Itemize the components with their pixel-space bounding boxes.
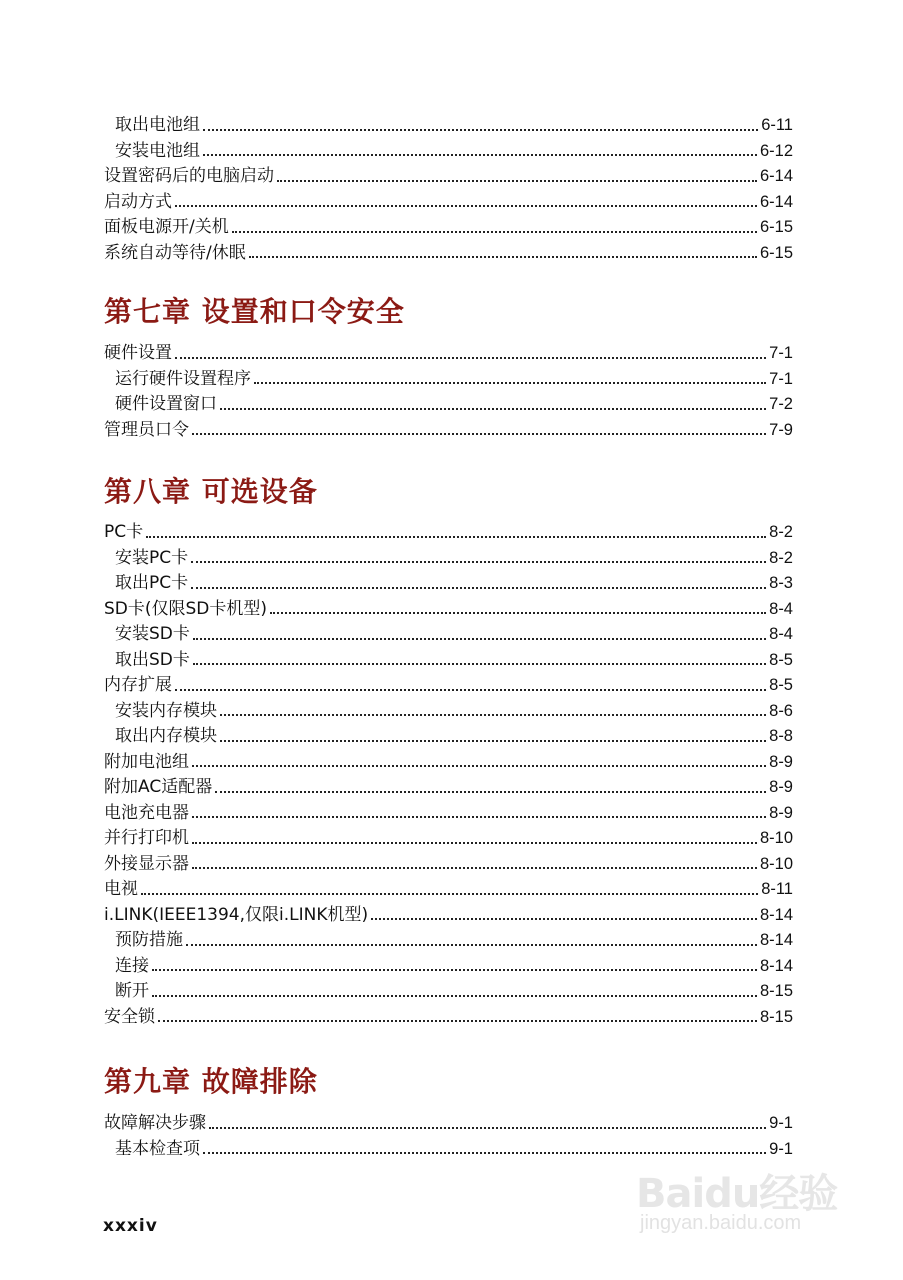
dot-leader [209,1127,766,1129]
page-number: xxxiv [103,1216,158,1236]
dot-leader [192,816,766,818]
toc-block-chapter-6-continued [104,113,793,266]
dot-leader [277,180,757,182]
toc-entry-page: 8-4 [769,599,793,618]
toc-entry[interactable] [104,392,793,418]
dot-leader [220,408,766,410]
toc-entry-page: 8-15 [759,1007,793,1026]
toc-entry-title: 电视 [104,879,138,899]
toc-entry-title: 预防措施 [115,930,183,950]
dot-leader [192,842,757,844]
toc-entry[interactable] [104,648,793,674]
toc-entry-page: 7-1 [769,369,793,388]
watermark-logo-text: Baidu经验 [636,1171,838,1217]
dot-leader [152,969,757,971]
toc-entry[interactable] [104,241,793,267]
toc-entry-title: 设置密码后的电脑启动 [104,166,274,186]
chapter-9-heading: 第九章 故障排除 [104,1065,318,1098]
toc-entry-page: 8-11 [761,880,793,898]
toc-entry-title: 连接 [115,955,149,976]
toc-entry-page: 8-15 [759,982,793,1000]
toc-entry-title: 外接显示器 [104,853,189,874]
toc-entry[interactable] [104,418,793,444]
toc-entry[interactable] [104,215,793,241]
toc-entry-page: 8-2 [769,523,793,541]
toc-entry[interactable] [104,954,793,980]
toc-entry-title: 安装SD卡 [115,624,190,644]
toc-entry-title: 取出PC卡 [115,573,189,593]
toc-entry-page: 8-3 [769,574,793,592]
toc-entry-title: 安装PC卡 [115,547,189,568]
dot-leader [232,231,757,233]
toc-entry-title: 基本检查项 [115,1138,200,1159]
toc-entry-title: 附加电池组 [104,751,189,772]
toc-entry-page: 6-14 [759,167,793,185]
dot-leader [175,357,766,359]
dot-leader [193,638,766,640]
toc-entry[interactable] [104,341,793,367]
toc-entry[interactable] [104,367,793,393]
toc-entry-title: 安装电池组 [115,140,200,161]
toc-entry-page: 8-9 [769,752,793,771]
toc-entry-page: 6-12 [759,141,793,160]
toc-entry-title: 取出电池组 [115,115,200,135]
dot-leader [220,714,766,716]
dot-leader [270,612,766,614]
toc-entry-page: 9-1 [769,1114,793,1132]
toc-entry-title: 电池充电器 [104,802,189,823]
dot-leader [175,689,766,691]
toc-entry[interactable] [104,801,793,827]
baidu-watermark-logo [636,1150,856,1250]
toc-entry-page: 8-14 [759,956,793,975]
toc-entry-title: 安全锁 [104,1006,155,1027]
toc-entry[interactable] [104,164,793,190]
toc-entry-page: 8-10 [759,854,793,873]
toc-entry[interactable] [104,622,793,648]
toc-entry-title: 并行打印机 [104,828,189,848]
dot-leader [220,740,766,742]
toc-entry-page: 8-6 [769,701,793,720]
toc-entry[interactable] [104,724,793,750]
toc-entry-page: 8-8 [769,727,793,745]
toc-block-chapter-8 [104,520,793,1030]
dot-leader [249,256,757,258]
toc-entry-page: 8-4 [769,625,793,643]
toc-entry-title: 故障解决步骤 [104,1113,206,1133]
toc-entry-title: 硬件设置 [104,343,172,363]
toc-entry-title: 取出内存模块 [115,726,217,746]
toc-entry-page: 8-9 [769,778,793,796]
toc-entry[interactable] [104,597,793,623]
dot-leader [186,944,757,946]
toc-entry-title: 断开 [115,981,149,1001]
toc-entry-page: 7-1 [769,344,793,362]
toc-entry-page: 7-9 [769,420,793,439]
toc-entry-page: 7-2 [769,395,793,413]
watermark-url-text: jingyan.baidu.com [640,1212,802,1234]
dot-leader [203,154,757,156]
dot-leader [141,893,758,895]
toc-entry[interactable] [104,979,793,1005]
toc-entry[interactable] [104,673,793,699]
toc-entry-page: 6-15 [759,218,793,236]
toc-entry-title: 安装内存模块 [115,700,217,721]
toc-entry-page: 6-14 [759,192,793,211]
toc-entry[interactable] [104,903,793,929]
toc-entry[interactable] [104,928,793,954]
chapter-8-heading: 第八章 可选设备 [104,475,318,508]
toc-entry[interactable] [104,877,793,903]
toc-entry[interactable] [104,699,793,725]
toc-entry-title: 启动方式 [104,191,172,212]
dot-leader [192,433,766,435]
dot-leader [192,765,766,767]
dot-leader [191,561,766,563]
toc-entry[interactable] [104,750,793,776]
toc-entry-page: 6-11 [761,116,793,134]
dot-leader [203,129,758,131]
toc-entry[interactable] [104,826,793,852]
toc-entry[interactable] [104,571,793,597]
toc-entry[interactable] [104,1111,793,1137]
toc-entry[interactable] [104,139,793,165]
toc-entry-page: 8-5 [769,650,793,669]
dot-leader [152,995,757,997]
dot-leader [192,867,757,869]
toc-entry[interactable] [104,1005,793,1031]
toc-entry-page: 8-2 [769,548,793,567]
toc-block-chapter-7 [104,341,793,443]
toc-entry-page: 8-10 [759,829,793,847]
dot-leader [146,536,766,538]
dot-leader [371,918,757,920]
toc-entry-title: 取出SD卡 [115,649,190,670]
toc-entry-title: 面板电源开/关机 [104,217,229,237]
dot-leader [175,205,757,207]
dot-leader [193,663,766,665]
dot-leader [158,1020,757,1022]
toc-entry-page: 8-14 [759,931,793,949]
toc-entry-page: 6-15 [759,243,793,262]
toc-entry[interactable] [104,520,793,546]
toc-entry[interactable] [104,546,793,572]
chapter-7-heading: 第七章 设置和口令安全 [104,295,405,328]
dot-leader [215,791,766,793]
toc-entry-title: 运行硬件设置程序 [115,368,251,389]
toc-entry-title: 系统自动等待/休眠 [104,242,246,263]
dot-leader [191,587,766,589]
toc-entry[interactable] [104,852,793,878]
toc-entry[interactable] [104,113,793,139]
toc-entry[interactable] [104,190,793,216]
toc-entry-page: 9-1 [769,1139,793,1158]
toc-entry-page: 8-9 [769,803,793,822]
toc-entry-page: 8-5 [769,676,793,694]
toc-entry[interactable] [104,775,793,801]
toc-entry-title: 附加AC适配器 [104,777,213,797]
toc-entry-page: 8-14 [759,905,793,924]
toc-entry-title: 管理员口令 [104,419,189,440]
toc-entry-title: 内存扩展 [104,675,172,695]
toc-entry-title: 硬件设置窗口 [115,394,217,414]
dot-leader [254,382,766,384]
toc-entry-title: SD卡(仅限SD卡机型) [104,598,268,619]
toc-entry-title: i.LINK(IEEE1394,仅限i.LINK机型) [104,904,369,925]
toc-entry-title: PC卡 [104,522,144,542]
